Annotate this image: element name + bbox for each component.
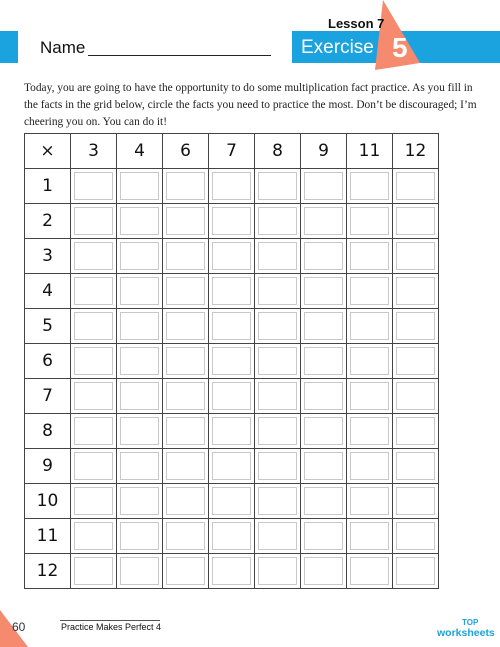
answer-cell[interactable]: [209, 554, 255, 589]
grid-row: [25, 169, 439, 204]
answer-cell[interactable]: [163, 554, 209, 589]
answer-cell[interactable]: [163, 379, 209, 414]
answer-cell[interactable]: [71, 414, 117, 449]
answer-box[interactable]: [212, 242, 251, 270]
name-label: Name: [40, 38, 86, 57]
answer-cell[interactable]: [347, 169, 393, 204]
answer-cell[interactable]: [393, 309, 439, 344]
answer-box[interactable]: [350, 347, 389, 375]
answer-box[interactable]: [396, 172, 435, 200]
answer-box[interactable]: [396, 312, 435, 340]
answer-box[interactable]: [166, 522, 205, 550]
row-header: 7: [25, 379, 71, 414]
answer-box[interactable]: [120, 417, 159, 445]
intro-paragraph: Today, you are going to have the opportunity to do some multiplication fact practice. As you fill in the facts in the grid below, circle the facts you need to practice the most. Don’t be discouraged; I’m cheering you on. You can do it!: [24, 82, 477, 128]
answer-box[interactable]: [304, 172, 343, 200]
answer-box[interactable]: [74, 452, 113, 480]
answer-cell[interactable]: [347, 554, 393, 589]
answer-box[interactable]: [120, 382, 159, 410]
answer-cell[interactable]: [163, 344, 209, 379]
answer-cell[interactable]: [393, 554, 439, 589]
answer-box[interactable]: [120, 172, 159, 200]
answer-box[interactable]: [396, 207, 435, 235]
answer-box[interactable]: [74, 382, 113, 410]
answer-box[interactable]: [350, 382, 389, 410]
answer-box[interactable]: [304, 207, 343, 235]
answer-box[interactable]: [166, 277, 205, 305]
answer-cell[interactable]: [347, 484, 393, 519]
answer-cell[interactable]: [117, 239, 163, 274]
column-header: 8: [255, 134, 301, 169]
answer-box[interactable]: [350, 417, 389, 445]
answer-box[interactable]: [166, 417, 205, 445]
answer-cell[interactable]: [255, 204, 301, 239]
answer-cell[interactable]: [347, 239, 393, 274]
grid-header-row: [25, 134, 439, 169]
answer-cell[interactable]: [163, 239, 209, 274]
answer-cell[interactable]: [301, 414, 347, 449]
answer-cell[interactable]: [117, 554, 163, 589]
answer-cell[interactable]: [393, 344, 439, 379]
answer-box[interactable]: [304, 522, 343, 550]
answer-cell[interactable]: [393, 379, 439, 414]
answer-cell[interactable]: [209, 344, 255, 379]
logo-main-text: worksheets: [437, 627, 495, 639]
answer-box[interactable]: [212, 172, 251, 200]
answer-cell[interactable]: [255, 274, 301, 309]
row-header: 6: [25, 344, 71, 379]
answer-cell[interactable]: [393, 519, 439, 554]
answer-box[interactable]: [396, 242, 435, 270]
row-header: 10: [25, 484, 71, 519]
logo-top-text: TOP: [462, 618, 479, 627]
answer-box[interactable]: [396, 417, 435, 445]
answer-cell[interactable]: [71, 379, 117, 414]
answer-box[interactable]: [212, 347, 251, 375]
answer-cell[interactable]: [301, 554, 347, 589]
answer-cell[interactable]: [209, 519, 255, 554]
answer-cell[interactable]: [209, 449, 255, 484]
answer-box[interactable]: [350, 452, 389, 480]
answer-cell[interactable]: [71, 344, 117, 379]
answer-box[interactable]: [166, 557, 205, 585]
answer-box[interactable]: [396, 382, 435, 410]
answer-box[interactable]: [350, 172, 389, 200]
answer-box[interactable]: [120, 347, 159, 375]
answer-box[interactable]: [304, 382, 343, 410]
answer-box[interactable]: [304, 487, 343, 515]
answer-box[interactable]: [304, 417, 343, 445]
answer-box[interactable]: [396, 557, 435, 585]
answer-box[interactable]: [350, 522, 389, 550]
answer-box[interactable]: [350, 207, 389, 235]
footer-divider: [60, 620, 160, 621]
answer-cell[interactable]: [393, 449, 439, 484]
answer-box[interactable]: [350, 557, 389, 585]
answer-box[interactable]: [212, 417, 251, 445]
answer-box[interactable]: [258, 487, 297, 515]
answer-cell[interactable]: [163, 204, 209, 239]
row-header: 4: [25, 274, 71, 309]
answer-box[interactable]: [396, 522, 435, 550]
answer-cell[interactable]: [209, 274, 255, 309]
row-header: 5: [25, 309, 71, 344]
answer-cell[interactable]: [301, 274, 347, 309]
column-header: 9: [301, 134, 347, 169]
answer-box[interactable]: [258, 347, 297, 375]
answer-box[interactable]: [74, 207, 113, 235]
answer-cell[interactable]: [347, 344, 393, 379]
grid-corner-symbol: ×: [25, 134, 71, 169]
answer-box[interactable]: [304, 242, 343, 270]
answer-cell[interactable]: [347, 449, 393, 484]
row-header: 11: [25, 519, 71, 554]
answer-box[interactable]: [258, 382, 297, 410]
answer-box[interactable]: [258, 452, 297, 480]
answer-box[interactable]: [396, 277, 435, 305]
answer-cell[interactable]: [117, 309, 163, 344]
row-header: 3: [25, 239, 71, 274]
answer-cell[interactable]: [209, 309, 255, 344]
answer-cell[interactable]: [255, 449, 301, 484]
answer-box[interactable]: [120, 557, 159, 585]
answer-box[interactable]: [258, 277, 297, 305]
row-header: 9: [25, 449, 71, 484]
answer-cell[interactable]: [163, 449, 209, 484]
answer-box[interactable]: [74, 312, 113, 340]
answer-cell[interactable]: [163, 484, 209, 519]
page-number: 60: [12, 620, 26, 634]
answer-cell[interactable]: [255, 484, 301, 519]
answer-box[interactable]: [120, 242, 159, 270]
answer-cell[interactable]: [117, 344, 163, 379]
answer-box[interactable]: [212, 452, 251, 480]
answer-box[interactable]: [258, 242, 297, 270]
answer-box[interactable]: [74, 487, 113, 515]
answer-cell[interactable]: [255, 519, 301, 554]
answer-box[interactable]: [74, 417, 113, 445]
answer-box[interactable]: [304, 277, 343, 305]
answer-box[interactable]: [350, 487, 389, 515]
answer-box[interactable]: [74, 277, 113, 305]
answer-box[interactable]: [258, 172, 297, 200]
answer-box[interactable]: [166, 452, 205, 480]
answer-box[interactable]: [166, 172, 205, 200]
answer-box[interactable]: [212, 312, 251, 340]
column-header: 6: [163, 134, 209, 169]
grid-row: [25, 204, 439, 239]
answer-box[interactable]: [166, 487, 205, 515]
answer-cell[interactable]: [209, 169, 255, 204]
answer-cell[interactable]: [117, 379, 163, 414]
answer-cell[interactable]: [71, 449, 117, 484]
answer-cell[interactable]: [347, 519, 393, 554]
answer-cell[interactable]: [209, 484, 255, 519]
answer-cell[interactable]: [71, 274, 117, 309]
answer-box[interactable]: [166, 312, 205, 340]
answer-box[interactable]: [258, 557, 297, 585]
answer-cell[interactable]: [71, 554, 117, 589]
answer-box[interactable]: [120, 487, 159, 515]
exercise-label: Exercise: [301, 37, 374, 58]
answer-cell[interactable]: [71, 519, 117, 554]
answer-box[interactable]: [350, 242, 389, 270]
grid-row: [25, 484, 439, 519]
answer-cell[interactable]: [301, 239, 347, 274]
answer-box[interactable]: [212, 207, 251, 235]
answer-box[interactable]: [212, 487, 251, 515]
answer-cell[interactable]: [71, 204, 117, 239]
answer-cell[interactable]: [347, 204, 393, 239]
answer-cell[interactable]: [301, 519, 347, 554]
answer-cell[interactable]: [163, 169, 209, 204]
exercise-number: 5: [392, 32, 408, 63]
answer-cell[interactable]: [393, 169, 439, 204]
answer-cell[interactable]: [347, 379, 393, 414]
answer-box[interactable]: [258, 417, 297, 445]
answer-cell[interactable]: [255, 239, 301, 274]
grid-row: [25, 519, 439, 554]
grid-row: [25, 309, 439, 344]
answer-box[interactable]: [396, 452, 435, 480]
answer-cell[interactable]: [209, 204, 255, 239]
grid-row: [25, 414, 439, 449]
answer-cell[interactable]: [347, 414, 393, 449]
answer-box[interactable]: [212, 557, 251, 585]
answer-box[interactable]: [166, 242, 205, 270]
answer-cell[interactable]: [117, 274, 163, 309]
answer-box[interactable]: [304, 347, 343, 375]
answer-cell[interactable]: [209, 414, 255, 449]
answer-box[interactable]: [166, 207, 205, 235]
answer-cell[interactable]: [301, 449, 347, 484]
answer-box[interactable]: [120, 522, 159, 550]
answer-cell[interactable]: [117, 484, 163, 519]
answer-cell[interactable]: [393, 414, 439, 449]
answer-box[interactable]: [304, 557, 343, 585]
column-header: 7: [209, 134, 255, 169]
answer-cell[interactable]: [255, 554, 301, 589]
answer-cell[interactable]: [255, 309, 301, 344]
grid-row: [25, 344, 439, 379]
answer-cell[interactable]: [255, 169, 301, 204]
answer-cell[interactable]: [393, 484, 439, 519]
multiplication-grid: [24, 133, 439, 589]
answer-cell[interactable]: [209, 379, 255, 414]
answer-cell[interactable]: [117, 449, 163, 484]
column-header: 12: [393, 134, 439, 169]
row-header: 12: [25, 554, 71, 589]
row-header: 1: [25, 169, 71, 204]
answer-box[interactable]: [74, 522, 113, 550]
lesson-label: Lesson 7: [328, 16, 385, 31]
column-header: 3: [71, 134, 117, 169]
answer-cell[interactable]: [117, 519, 163, 554]
answer-box[interactable]: [258, 312, 297, 340]
name-field[interactable]: [88, 55, 271, 56]
answer-cell[interactable]: [255, 414, 301, 449]
answer-cell[interactable]: [301, 204, 347, 239]
answer-cell[interactable]: [347, 309, 393, 344]
answer-cell[interactable]: [301, 344, 347, 379]
row-header: 2: [25, 204, 71, 239]
column-header: 11: [347, 134, 393, 169]
answer-cell[interactable]: [301, 309, 347, 344]
answer-cell[interactable]: [117, 169, 163, 204]
answer-cell[interactable]: [209, 239, 255, 274]
answer-box[interactable]: [212, 522, 251, 550]
answer-cell[interactable]: [393, 274, 439, 309]
answer-cell[interactable]: [71, 169, 117, 204]
answer-box[interactable]: [74, 172, 113, 200]
answer-cell[interactable]: [117, 204, 163, 239]
answer-cell[interactable]: [71, 484, 117, 519]
answer-box[interactable]: [350, 277, 389, 305]
answer-box[interactable]: [212, 277, 251, 305]
answer-box[interactable]: [258, 522, 297, 550]
answer-box[interactable]: [166, 382, 205, 410]
answer-cell[interactable]: [393, 239, 439, 274]
answer-box[interactable]: [350, 312, 389, 340]
answer-box[interactable]: [120, 277, 159, 305]
answer-cell[interactable]: [255, 344, 301, 379]
grid-row: [25, 449, 439, 484]
answer-box[interactable]: [396, 347, 435, 375]
answer-cell[interactable]: [301, 379, 347, 414]
column-header: 4: [117, 134, 163, 169]
answer-cell[interactable]: [255, 379, 301, 414]
answer-box[interactable]: [258, 207, 297, 235]
answer-box[interactable]: [120, 452, 159, 480]
answer-cell[interactable]: [301, 169, 347, 204]
answer-cell[interactable]: [117, 414, 163, 449]
answer-box[interactable]: [166, 347, 205, 375]
answer-box[interactable]: [304, 312, 343, 340]
answer-cell[interactable]: [163, 414, 209, 449]
grid-row: [25, 379, 439, 414]
answer-cell[interactable]: [301, 484, 347, 519]
answer-box[interactable]: [120, 312, 159, 340]
answer-box[interactable]: [396, 487, 435, 515]
answer-box[interactable]: [74, 242, 113, 270]
row-header: 8: [25, 414, 71, 449]
answer-box[interactable]: [74, 347, 113, 375]
answer-cell[interactable]: [163, 519, 209, 554]
book-title: Practice Makes Perfect 4: [61, 622, 162, 632]
grid-row: [25, 554, 439, 589]
answer-box[interactable]: [212, 382, 251, 410]
answer-cell[interactable]: [71, 239, 117, 274]
answer-box[interactable]: [74, 557, 113, 585]
answer-cell[interactable]: [163, 309, 209, 344]
answer-cell[interactable]: [163, 274, 209, 309]
answer-cell[interactable]: [393, 204, 439, 239]
grid-row: [25, 239, 439, 274]
answer-box[interactable]: [120, 207, 159, 235]
answer-box[interactable]: [304, 452, 343, 480]
grid-row: [25, 274, 439, 309]
answer-cell[interactable]: [347, 274, 393, 309]
answer-cell[interactable]: [71, 309, 117, 344]
